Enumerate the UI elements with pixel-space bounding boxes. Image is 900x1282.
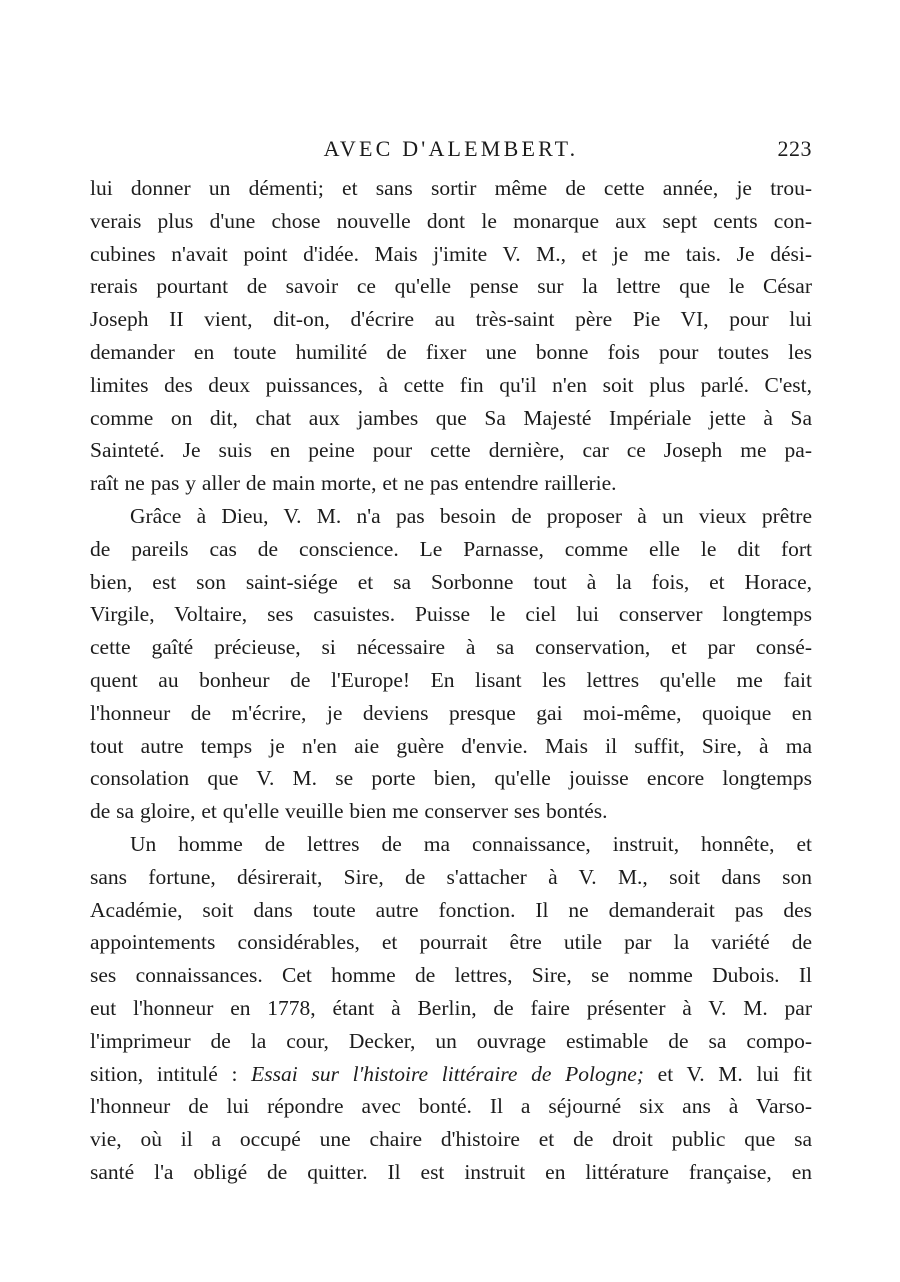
running-head — [90, 133, 812, 165]
text-line: l'imprimeur de la cour, Decker, un ouvrage estimable de sa compo- — [90, 1028, 812, 1053]
text-line: Virgile, Voltaire, ses casuistes. Puisse le ciel lui conserver longtemps — [90, 602, 812, 627]
text-line: comme on dit, chat aux jambes que Sa Majesté Impériale jette à Sa — [90, 405, 812, 430]
text-line: tout autre temps je n'en aie guère d'envie. Mais il suffit, Sire, à ma — [90, 733, 812, 758]
text-line: demander en toute humilité de fixer une bonne fois pour toutes les — [90, 339, 812, 364]
text-line: santé l'a obligé de quitter. Il est instruit en littérature française, en — [90, 1159, 812, 1184]
text-line: Académie, soit dans toute autre fonction. Il ne demanderait pas des — [90, 897, 812, 922]
text-line: appointements considérables, et pourrait être utile par la variété de — [90, 930, 812, 955]
text-line: Sainteté. Je suis en peine pour cette dernière, car ce Joseph me pa- — [90, 438, 812, 463]
text-line: vie, où il a occupé une chaire d'histoire et de droit public que sa — [90, 1127, 812, 1152]
text-line: sans fortune, désirerait, Sire, de s'attacher à V. M., soit dans son — [90, 864, 812, 889]
text-line: cette gaîté précieuse, si nécessaire à sa conservation, et par consé- — [90, 635, 812, 660]
text-line: Grâce à Dieu, V. M. n'a pas besoin de proposer à un vieux prêtre — [130, 503, 812, 528]
text-line: bien, est son saint-siége et sa Sorbonne tout à la fois, et Horace, — [90, 569, 812, 594]
page-number: 223 — [777, 136, 812, 161]
text-line: ses connaissances. Cet homme de lettres, Sire, se nomme Dubois. Il — [90, 963, 812, 988]
text-line: lui donner un démenti; et sans sortir même de cette année, je trou- — [90, 176, 812, 200]
text-line: l'honneur de m'écrire, je deviens presque gai moi-même, quoique en — [90, 700, 812, 725]
text-line: verais plus d'une chose nouvelle dont le monarque aux sept cents con- — [90, 208, 812, 233]
text-line: limites des deux puissances, à cette fin qu'il n'en soit plus parlé. C'est, — [90, 372, 812, 397]
text-line: l'honneur de lui répondre avec bonté. Il a séjourné six ans à Varso- — [90, 1094, 812, 1119]
text-line: de sa gloire, et qu'elle veuille bien me conserver ses bontés. — [90, 799, 608, 824]
text-line: eut l'honneur en 1778, étant à Berlin, de faire présenter à V. M. par — [90, 995, 812, 1020]
text-line: Un homme de lettres de ma connaissance, instruit, honnête, et — [130, 831, 812, 856]
book-title: Essai sur l'histoire littéraire de Pologne; — [251, 1061, 644, 1086]
text-line: rerais pourtant de savoir ce qu'elle pense sur la lettre que le César — [90, 274, 812, 299]
text-line: quent au bonheur de l'Europe! En lisant les lettres qu'elle me fait — [90, 667, 812, 692]
text-segment: et V. M. lui fit — [643, 1061, 813, 1086]
text-segment: sition, intitulé : — [90, 1061, 252, 1086]
text-line: cubines n'avait point d'idée. Mais j'imite V. M., et je me tais. Je dési- — [90, 241, 812, 266]
text-line: Joseph II vient, dit-on, d'écrire au très-saint père Pie VI, pour lui — [90, 307, 812, 332]
running-title: AVEC D'ALEMBERT. — [323, 136, 579, 161]
text-line: raît ne pas y aller de main morte, et ne pas entendre raillerie. — [90, 471, 617, 496]
text-line: consolation que V. M. se porte bien, qu'elle jouisse encore longtemps — [90, 766, 812, 791]
text-line: de pareils cas de conscience. Le Parnasse, comme elle le dit fort — [90, 536, 812, 561]
text-line-with-title — [90, 1058, 812, 1091]
body-text — [90, 172, 812, 1189]
